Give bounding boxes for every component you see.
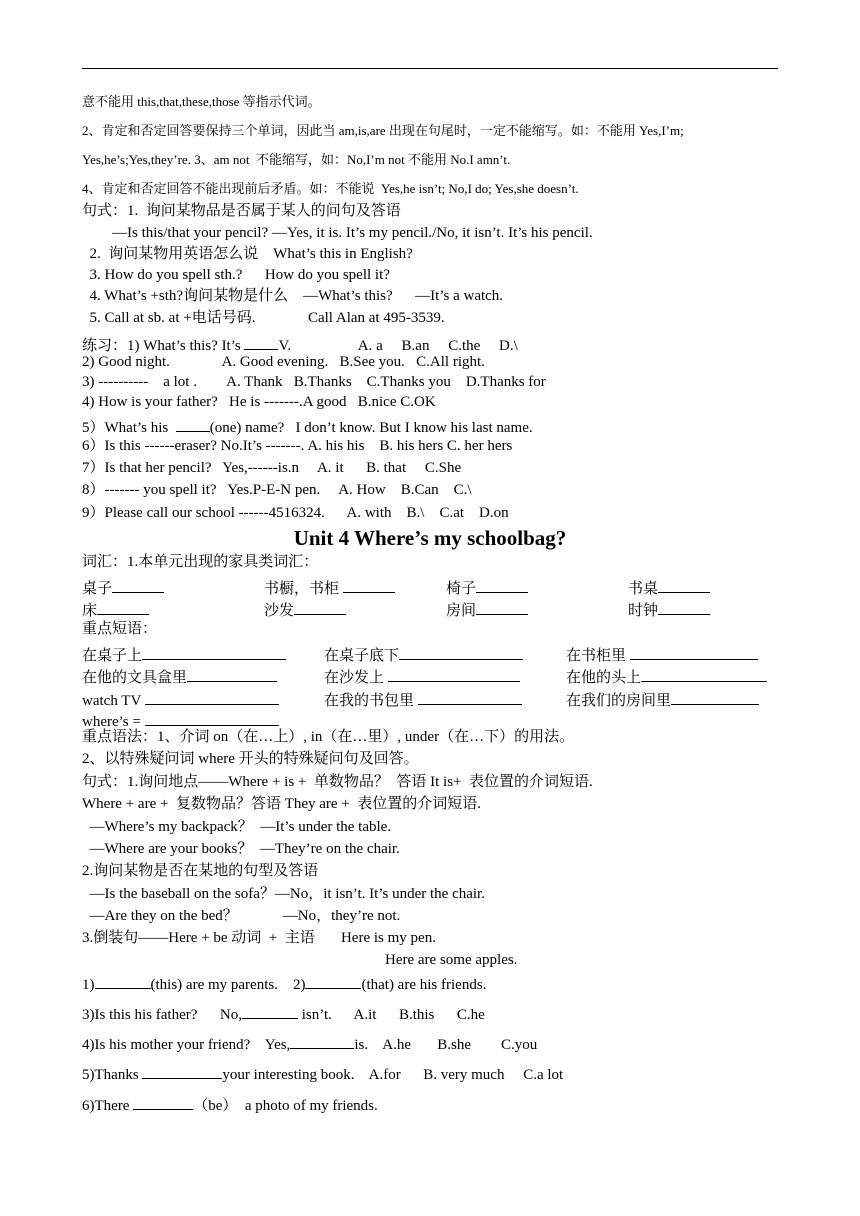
exercise1-q8: 8）------- you spell it? Yes.P-E-N pen. A. How B.Can C.\ — [82, 482, 472, 498]
vocab-item-desk — [82, 577, 164, 597]
exercise1-q7: 7）Is that her pencil? Yes,------is.n A. it B. that C.She — [82, 460, 462, 476]
q-text: (this) are my parents. 2) — [150, 977, 306, 993]
phrase-blank[interactable] — [399, 644, 523, 660]
vocab-label: 床 — [82, 603, 98, 619]
vocab-item-sofa — [264, 599, 346, 619]
vocab-label: 书桌 — [628, 581, 659, 597]
phrase-label: 在他的文具盒里 — [82, 670, 188, 686]
ex2-blank[interactable] — [133, 1094, 193, 1110]
note-line-2: 2、肯定和否定回答要保持三个单词，因此当 am,is,are 出现在句尾时，一定不能缩写。如：不能用 Yes,I’m; — [82, 123, 684, 138]
phrase-blank[interactable] — [145, 689, 279, 705]
q-text: 5)Thanks — [82, 1067, 143, 1083]
exercise1-q6: 6）Is this ------eraser? No.It’s -------. A. his his B. his hers C. her hers — [82, 438, 513, 454]
pattern-line-5: 4. What’s +sth?询问某物是什么 —What’s this? —It’s a watch. — [82, 288, 504, 304]
exercise1-q4: 4) How is your father? He is -------.A good B.nice C.OK — [82, 394, 436, 410]
phrase-item — [82, 689, 279, 709]
pattern-line-2: —Is this/that your pencil? —Yes, it is. It’s my pencil./No, it isn’t. It’s his pencil. — [82, 225, 593, 241]
phrase-label: 在他的头上 — [566, 670, 642, 686]
exercise2-q5 — [82, 1063, 563, 1083]
vocab-label: 椅子 — [446, 581, 477, 597]
phrases-intro: 重点短语： — [82, 621, 158, 637]
phrase-blank[interactable] — [187, 666, 277, 682]
q-text: is. A.he B.she C.you — [354, 1037, 538, 1053]
grammar-line-8: —Is the baseball on the sofa？—No，it isn’t. It’s under the chair. — [82, 886, 485, 902]
vocab-item-room — [446, 599, 528, 619]
phrase-label: 在沙发上 — [324, 670, 388, 686]
phrase-label: 在我的书包里 — [324, 693, 418, 709]
q1-text-a: 练习：1) What’s this? It’s — [82, 338, 245, 354]
vocab-item-desk2 — [628, 577, 710, 597]
phrase-item — [324, 644, 523, 664]
vocab-blank[interactable] — [343, 577, 395, 593]
phrase-item — [566, 666, 767, 686]
phrase-blank[interactable] — [641, 666, 767, 682]
q-text: (that) are his friends. — [361, 977, 487, 993]
ex2-blank[interactable] — [290, 1033, 354, 1049]
vocab-item-bookcase — [264, 577, 395, 597]
vocab-blank[interactable] — [658, 577, 710, 593]
vocab-item-chair — [446, 577, 528, 597]
grammar-line-3: 句式：1.询问地点——Where + is + 单数物品？ 答语 It is+ 表位置的介词短语. — [82, 774, 593, 790]
phrase-item — [82, 644, 286, 664]
phrase-item — [324, 689, 522, 709]
vocab-blank[interactable] — [476, 577, 528, 593]
phrase-label: 在书柜里 — [566, 648, 630, 664]
vocab-label: 沙发 — [264, 603, 295, 619]
exercise1-q1 — [82, 334, 518, 354]
q1-text-b: V. A. a B.an C.the D.\ — [278, 338, 518, 354]
exercise2-q6 — [82, 1094, 378, 1114]
vocab-label: 时钟 — [628, 603, 659, 619]
phrase-blank[interactable] — [671, 689, 759, 705]
vocab-label: 房间 — [446, 603, 477, 619]
header-rule — [82, 68, 778, 69]
vocab-blank[interactable] — [294, 599, 346, 615]
pattern-line-4: 3. How do you spell sth.? How do you spell it? — [82, 267, 390, 283]
exercise2-q1-2 — [82, 973, 486, 993]
q-text: 6)There — [82, 1098, 134, 1114]
grammar-line-1: 重点语法：1、介词 on（在…上）, in（在…里）, under（在…下）的用法。 — [82, 729, 575, 745]
q-text: （be） a photo of my friends. — [193, 1098, 378, 1114]
vocab-intro: 词汇：1.本单元出现的家具类词汇： — [82, 554, 319, 570]
ex2-blank[interactable] — [95, 973, 151, 989]
phrase-blank[interactable] — [630, 644, 758, 660]
phrase-item — [82, 666, 277, 686]
vocab-label: 书橱，书柜 — [264, 581, 343, 597]
phrase-item — [566, 644, 758, 664]
grammar-line-10: 3.倒装句——Here + be 动词 + 主语 Here is my pen. — [82, 930, 436, 946]
vocab-item-bed — [82, 599, 149, 619]
q-text: 4)Is his mother your friend? Yes, — [82, 1037, 291, 1053]
exercise1-q2: 2) Good night. A. Good evening. B.See you. C.All right. — [82, 354, 485, 370]
vocab-blank[interactable] — [476, 599, 528, 615]
pattern-line-3: 2. 询问某物用英语怎么说 What’s this in English? — [82, 246, 413, 262]
note-line-1: 意不能用 this,that,these,those 等指示代词。 — [82, 94, 321, 109]
q-text: 3)Is this his father? No, — [82, 1007, 242, 1023]
grammar-line-4: Where + are + 复数物品？答语 They are + 表位置的介词短语. — [82, 796, 482, 812]
phrase-label: 在桌子底下 — [324, 648, 400, 664]
q-text: isn’t. A.it B.this C.he — [297, 1007, 485, 1023]
q-text: your interesting book. A.for B. very much C.a lot — [222, 1067, 564, 1083]
q-text: 1) — [82, 977, 95, 993]
q5-text-b: (one) name? I don’t know. But I know his last name. — [209, 420, 533, 436]
phrase-item — [324, 666, 520, 686]
phrase-item-wheres — [82, 710, 279, 730]
phrase-blank[interactable] — [142, 644, 286, 660]
phrase-label: where’s = — [82, 714, 145, 730]
pattern-line-6: 5. Call at sb. at +电话号码. Call Alan at 495-3539. — [82, 310, 445, 326]
note-line-4: 4、肯定和否定回答不能出现前后矛盾。如：不能说 Yes,he isn’t; No,I do; Yes,she doesn’t. — [82, 181, 579, 196]
exercise2-q4 — [82, 1033, 537, 1053]
vocab-label: 桌子 — [82, 581, 113, 597]
grammar-line-5: —Where’s my backpack？ —It’s under the table. — [82, 819, 392, 835]
phrase-blank[interactable] — [418, 689, 522, 705]
vocab-blank[interactable] — [97, 599, 149, 615]
q5-text-a: 5）What’s his — [82, 420, 176, 436]
unit-title: Unit 4 Where’s my schoolbag? — [293, 526, 567, 550]
exercise1-q5 — [82, 416, 533, 436]
grammar-line-11: Here are some apples. — [385, 952, 518, 968]
grammar-line-6: —Where are your books？ —They’re on the chair. — [82, 841, 400, 857]
phrase-blank[interactable] — [388, 666, 520, 682]
grammar-line-2: 2、以特殊疑问词 where 开头的特殊疑问句及回答。 — [82, 751, 419, 767]
vocab-blank[interactable] — [658, 599, 710, 615]
pattern-line-1: 句式：1. 询问某物品是否属于某人的问句及答语 — [82, 203, 401, 219]
ex2-blank[interactable] — [142, 1063, 222, 1079]
note-line-3: Yes,he’s;Yes,they’re. 3、am not 不能缩写，如：No,I’m not 不能用 No.I amn’t. — [82, 152, 511, 167]
q1-blank[interactable] — [244, 334, 278, 350]
ex2-blank[interactable] — [305, 973, 361, 989]
vocab-item-clock — [628, 599, 710, 619]
exercise2-q3 — [82, 1003, 485, 1023]
phrase-blank[interactable] — [145, 710, 279, 726]
grammar-line-7: 2.询问某物是否在某地的句型及答语 — [82, 863, 319, 879]
exercise1-q9: 9）Please call our school ------4516324. A. with B.\ C.at D.on — [82, 505, 509, 521]
phrase-label: watch TV — [82, 693, 145, 709]
exercise1-q3: 3) ---------- a lot . A. Thank B.Thanks C.Thanks you D.Thanks for — [82, 374, 546, 390]
ex2-blank[interactable] — [242, 1003, 298, 1019]
phrase-item — [566, 689, 759, 709]
phrase-label: 在桌子上 — [82, 648, 143, 664]
q5-blank[interactable] — [176, 416, 210, 432]
phrase-label: 在我们的房间里 — [566, 693, 672, 709]
vocab-blank[interactable] — [112, 577, 164, 593]
grammar-line-9: —Are they on the bed？ —No，they’re not. — [82, 908, 401, 924]
